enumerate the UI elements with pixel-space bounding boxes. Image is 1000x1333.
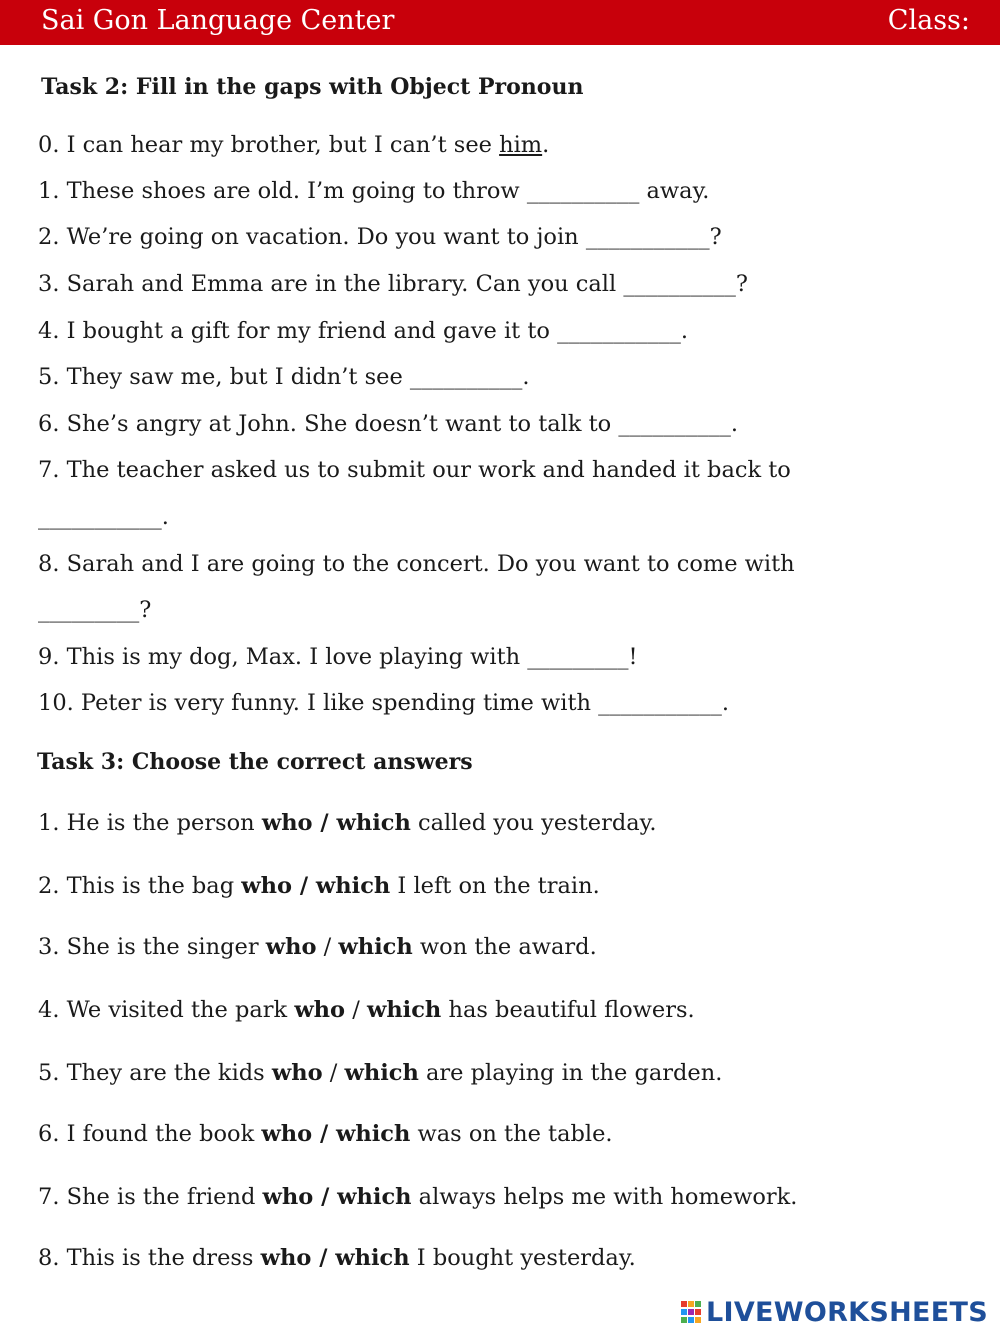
task3-title: Task 3: Choose the correct answers: [37, 749, 473, 775]
brand-name: LIVEWORKSHEETS: [705, 1296, 988, 1328]
task2-item-0: 0. I can hear my brother, but I can’t see him.: [38, 132, 550, 158]
gap-10[interactable]: ___________: [598, 690, 722, 716]
task2-item-5: 5. They saw me, but I didn’t see __________.: [38, 364, 530, 390]
option-which[interactable]: which: [366, 997, 442, 1023]
task2-item-7-cont: ___________.: [38, 504, 169, 530]
option-which[interactable]: which: [337, 1184, 412, 1210]
page-header: [0, 0, 1000, 45]
option-which[interactable]: which: [336, 810, 411, 836]
task3-item-7: 7. She is the friend who / which always helps me with homework.: [38, 1184, 798, 1210]
gap-5[interactable]: __________: [409, 364, 523, 390]
liveworksheets-brand: [680, 1297, 988, 1327]
option-who[interactable]: who: [241, 873, 293, 899]
task3-item-4: 4. We visited the park who / which has beautiful flowers.: [38, 997, 695, 1023]
gap-6[interactable]: __________: [618, 411, 731, 437]
gap-3[interactable]: __________: [623, 271, 736, 297]
gap-2[interactable]: ___________: [585, 224, 710, 250]
option-who[interactable]: who: [265, 934, 317, 960]
task2-item-4: 4. I bought a gift for my friend and gave it to ___________.: [38, 318, 688, 344]
task2-title: Task 2: Fill in the gaps with Object Pronoun: [41, 74, 584, 100]
task3-item-1: 1. He is the person who / which called you yesterday.: [38, 810, 657, 836]
option-who[interactable]: who: [261, 810, 313, 836]
gap-1[interactable]: __________: [526, 178, 640, 204]
gap-8[interactable]: _________: [38, 597, 140, 623]
option-who[interactable]: who: [271, 1060, 323, 1086]
gap-9[interactable]: _________: [527, 644, 629, 670]
task3-item-5: 5. They are the kids who / which are playing in the garden.: [38, 1060, 723, 1086]
task2-item-8-cont: _________?: [38, 597, 152, 623]
task2-item-6: 6. She’s angry at John. She doesn’t want to talk to __________.: [38, 411, 739, 437]
liveworksheets-logo-icon: [680, 1299, 702, 1325]
option-who[interactable]: who: [261, 1121, 313, 1147]
task3-item-3: 3. She is the singer who / which won the award.: [38, 934, 597, 960]
task2-item-7: 7. The teacher asked us to submit our work and handed it back to: [38, 457, 791, 483]
task2-item-9: 9. This is my dog, Max. I love playing with _________!: [38, 644, 638, 670]
class-label: Class:: [887, 5, 970, 36]
task2-item-3: 3. Sarah and Emma are in the library. Can you call __________?: [38, 271, 748, 297]
gap-7[interactable]: ___________: [38, 504, 162, 530]
option-which[interactable]: which: [335, 1245, 410, 1271]
gap-4[interactable]: ___________: [557, 318, 681, 344]
option-which[interactable]: which: [338, 934, 413, 960]
option-which[interactable]: which: [315, 873, 391, 899]
task2-item-1: 1. These shoes are old. I’m going to throw __________ away.: [38, 178, 710, 204]
task2-item-10: 10. Peter is very funny. I like spending time with ___________.: [38, 690, 730, 716]
task2-item-2: 2. We’re going on vacation. Do you want to join ___________?: [38, 224, 722, 250]
example-answer: him: [499, 132, 543, 158]
task3-item-2: 2. This is the bag who / which I left on the train.: [38, 873, 600, 899]
option-who[interactable]: who: [260, 1245, 312, 1271]
task2-item-8: 8. Sarah and I are going to the concert. Do you want to come with: [38, 551, 795, 577]
option-which[interactable]: which: [336, 1121, 411, 1147]
task3-item-8: 8. This is the dress who / which I bought yesterday.: [38, 1245, 636, 1271]
center-name: Sai Gon Language Center: [41, 5, 395, 36]
task3-item-6: 6. I found the book who / which was on the table.: [38, 1121, 613, 1147]
option-who[interactable]: who: [294, 997, 346, 1023]
option-who[interactable]: who: [262, 1184, 314, 1210]
option-which[interactable]: which: [344, 1060, 419, 1086]
